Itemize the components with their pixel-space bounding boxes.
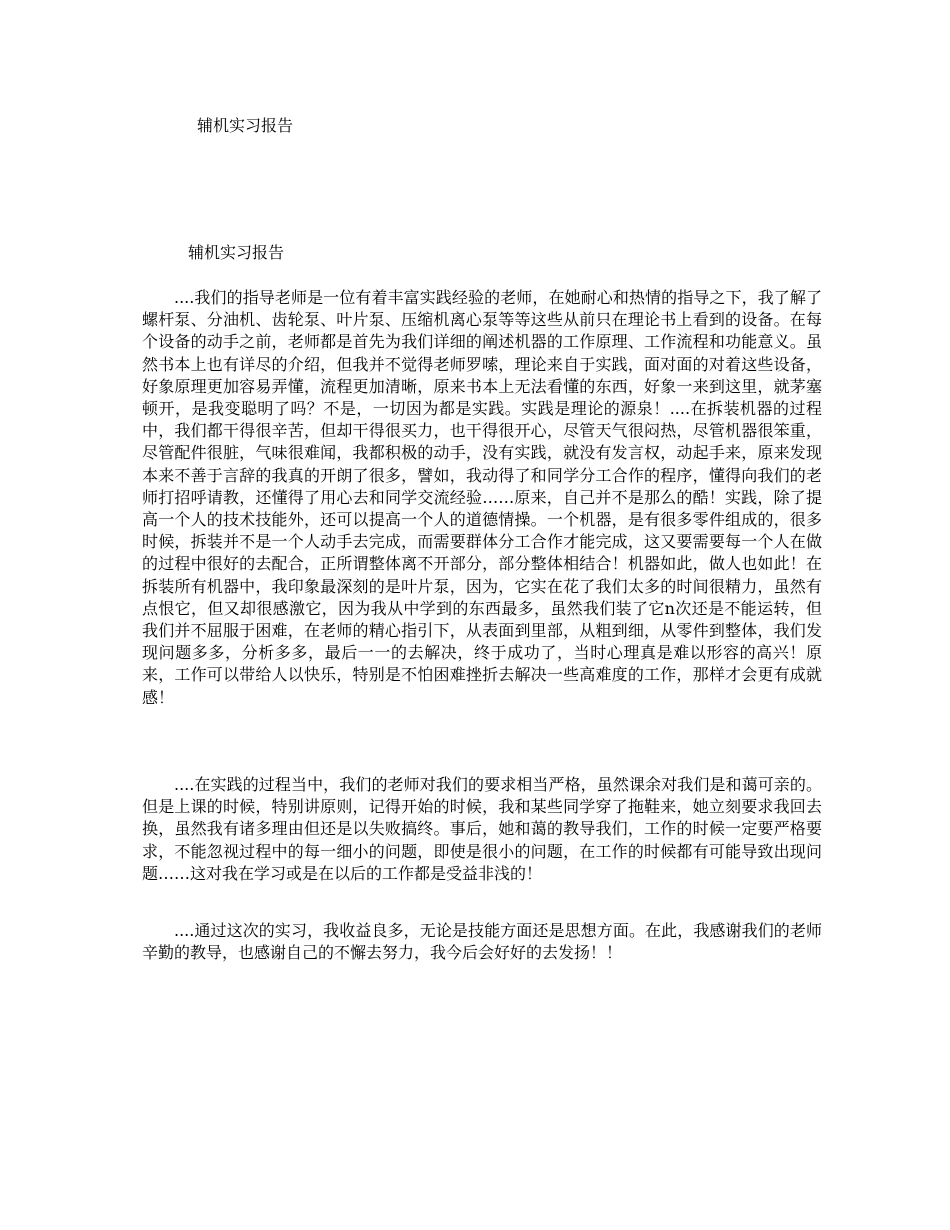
header-title: 辅机实习报告 — [197, 116, 294, 135]
paragraph-2: ....在实践的过程当中，我们的老师对我们的要求相当严格，虽然课余对我们是和蔼可亲的。但是上课的时候，特别讲原则，记得开始的时候，我和某些同学穿了拖鞋来，她立刻要求我回去换，虽然我有诸多理由但还是以失败搞终。事后，她和蔼的教导我们，工作的时候一定要严格要求，不能忽视过程中的每一细小的问题，即使是很小的问题，在工作的时候都有可能导致出现问题……这对我在学习或是在以后的工作都是受益非浅的！ — [142, 775, 822, 883]
document-title: 辅机实习报告 — [188, 243, 285, 262]
paragraph-1: ....我们的指导老师是一位有着丰富实践经验的老师，在她耐心和热情的指导之下，我了解了螺杆泵、分油机、齿轮泵、叶片泵、压缩机离心泵等等这些从前只在理论书上看到的设备。在每个设备的动手之前，老师都是首先为我们详细的阐述机器的工作原理、工作流程和功能意义。虽然书本上也有详尽的介绍，但我并不觉得老师罗嗦，理论来自于实践，面对面的对着这些设备，好象原理更加容易弄懂，流程更加清晰，原来书本上无法看懂的东西，好象一来到这里，就茅塞顿开，是我变聪明了吗？不是，一切因为都是实践。实践是理论的源泉！....在拆装机器的过程中，我们都干得很辛苦，但却干得很买力，也干得很开心，尽管天气很闷热，尽管机器很笨重，尽管配件很脏，气味很难闻，我都积极的动手，没有实践，就没有发言权，动起手来，原来发现本来不善于言辞的我真的开朗了很多，譬如，我动得了和同学分工合作的程序，懂得向我们的老师打招呼请教，还懂得了用心去和同学交流经验……原来，自己并不是那么的酷！实践，除了提高一个人的技术技能外，还可以提高一个人的道德情操。一个机器，是有很多零件组成的，很多时候，拆装并不是一个人动手去完成，而需要群体分工合作才能完成，这又要需要每一个人在做的过程中很好的去配合，正所谓整体离不开部分，部分整体相结合！机器如此，做人也如此！在拆装所有机器中，我印象最深刻的是叶片泵，因为，它实在花了我们太多的时间很精力，虽然有点恨它，但又却很感激它，因为我从中学到的东西最多，虽然我们装了它n次还是不能运转，但我们并不屈服于困难，在老师的精心指引下，从表面到里部，从粗到细，从零件到整体，我们发现问题多多，分析多多，最后一一的去解决，终于成功了，当时心理真是难以形容的高兴！原来，工作可以带给人以快乐，特别是不怕困难挫折去解决一些高难度的工作，那样才会更有成就感！ — [142, 288, 822, 707]
paragraph-3: ....通过这次的实习，我收益良多，无论是技能方面还是思想方面。在此，我感谢我们的老师辛勤的教导，也感谢自己的不懈去努力，我今后会好好的去发扬！！ — [142, 921, 822, 963]
